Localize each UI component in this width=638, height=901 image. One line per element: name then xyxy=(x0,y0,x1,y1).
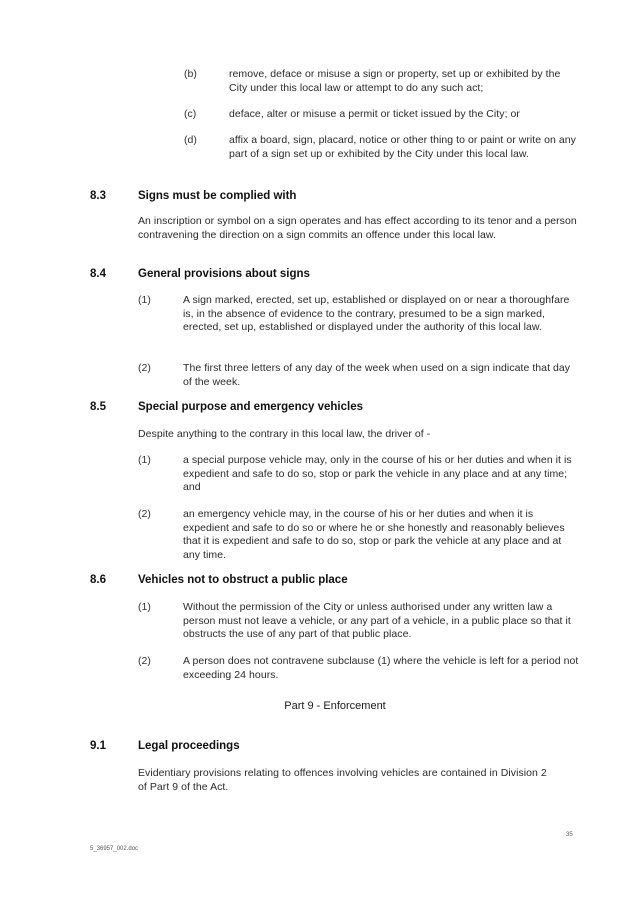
item-text-c: deface, alter or misuse a permit or ticket issued by the City; or xyxy=(229,108,520,120)
item-marker-b: (b) xyxy=(184,68,197,80)
section-title-9-1: Legal proceedings xyxy=(138,740,240,752)
section-number-9-1: 9.1 xyxy=(90,740,106,752)
item-marker-8-6-2: (2) xyxy=(138,655,151,667)
section-text-9-1: Evidentiary provisions relating to offences involving vehicles are contained in Division 2 of Part 9 of the Act. xyxy=(138,767,547,793)
item-marker-8-4-1: (1) xyxy=(138,294,151,306)
item-text-8-5-2: an emergency vehicle may, in the course of his or her duties and when it is expedient and safe to do so or where he or she honestly and reasonably believes that it is expedient and safe to do so, stop or park the vehicle at any place and at any time. xyxy=(183,508,565,561)
section-text-8-3: An inscription or symbol on a sign operates and has effect according to its tenor and a person contravening the direction on a sign commits an offence under this local law. xyxy=(138,215,577,241)
item-text-8-6-1: Without the permission of the City or unless authorised under any written law a person must not leave a vehicle, or any part of a vehicle, in a public place so that it obstructs the use of any part of that public place. xyxy=(183,601,571,641)
section-number-8-6: 8.6 xyxy=(90,574,106,586)
section-title-8-3: Signs must be complied with xyxy=(138,190,297,202)
item-text-8-5-1: a special purpose vehicle may, only in the course of his or her duties and when it is expedient and safe to do so, stop or park the vehicle in any place and at any time; and xyxy=(183,454,572,494)
section-intro-8-5: Despite anything to the contrary in this local law, the driver of - xyxy=(138,428,431,440)
section-title-8-6: Vehicles not to obstruct a public place xyxy=(138,574,348,586)
section-title-8-4: General provisions about signs xyxy=(138,268,310,280)
item-marker-d: (d) xyxy=(184,134,197,146)
item-marker-8-6-1: (1) xyxy=(138,601,151,613)
section-title-8-5: Special purpose and emergency vehicles xyxy=(138,401,363,413)
section-number-8-3: 8.3 xyxy=(90,190,106,202)
item-text-8-4-2: The first three letters of any day of the week when used on a sign indicate that day of the week. xyxy=(183,362,571,388)
section-number-8-4: 8.4 xyxy=(90,268,106,280)
item-marker-8-4-2: (2) xyxy=(138,362,151,374)
part-title: Part 9 - Enforcement xyxy=(284,700,386,712)
item-text-d: affix a board, sign, placard, notice or other thing to or paint or write on any part of a sign set up or exhibited by the City under this local law. xyxy=(229,134,576,160)
item-marker-c: (c) xyxy=(184,108,197,120)
item-marker-8-5-1: (1) xyxy=(138,454,151,466)
section-number-8-5: 8.5 xyxy=(90,401,106,413)
item-text-b: remove, deface or misuse a sign or property, set up or exhibited by the City under this local law or attempt to do any such act; xyxy=(229,68,561,94)
footer-doc-reference: 5_36957_002.doc xyxy=(90,846,139,852)
item-marker-8-5-2: (2) xyxy=(138,508,151,520)
footer-page-number: 35 xyxy=(566,832,573,838)
item-text-8-4-1: A sign marked, erected, set up, established or displayed on or near a thoroughfare is, in the absence of evidence to the contrary, presumed to be a sign marked, erected, set up, established or displayed under the authority of this local law. xyxy=(183,294,570,334)
item-text-8-6-2: A person does not contravene subclause (1) where the vehicle is left for a period not exceeding 24 hours. xyxy=(183,655,579,681)
